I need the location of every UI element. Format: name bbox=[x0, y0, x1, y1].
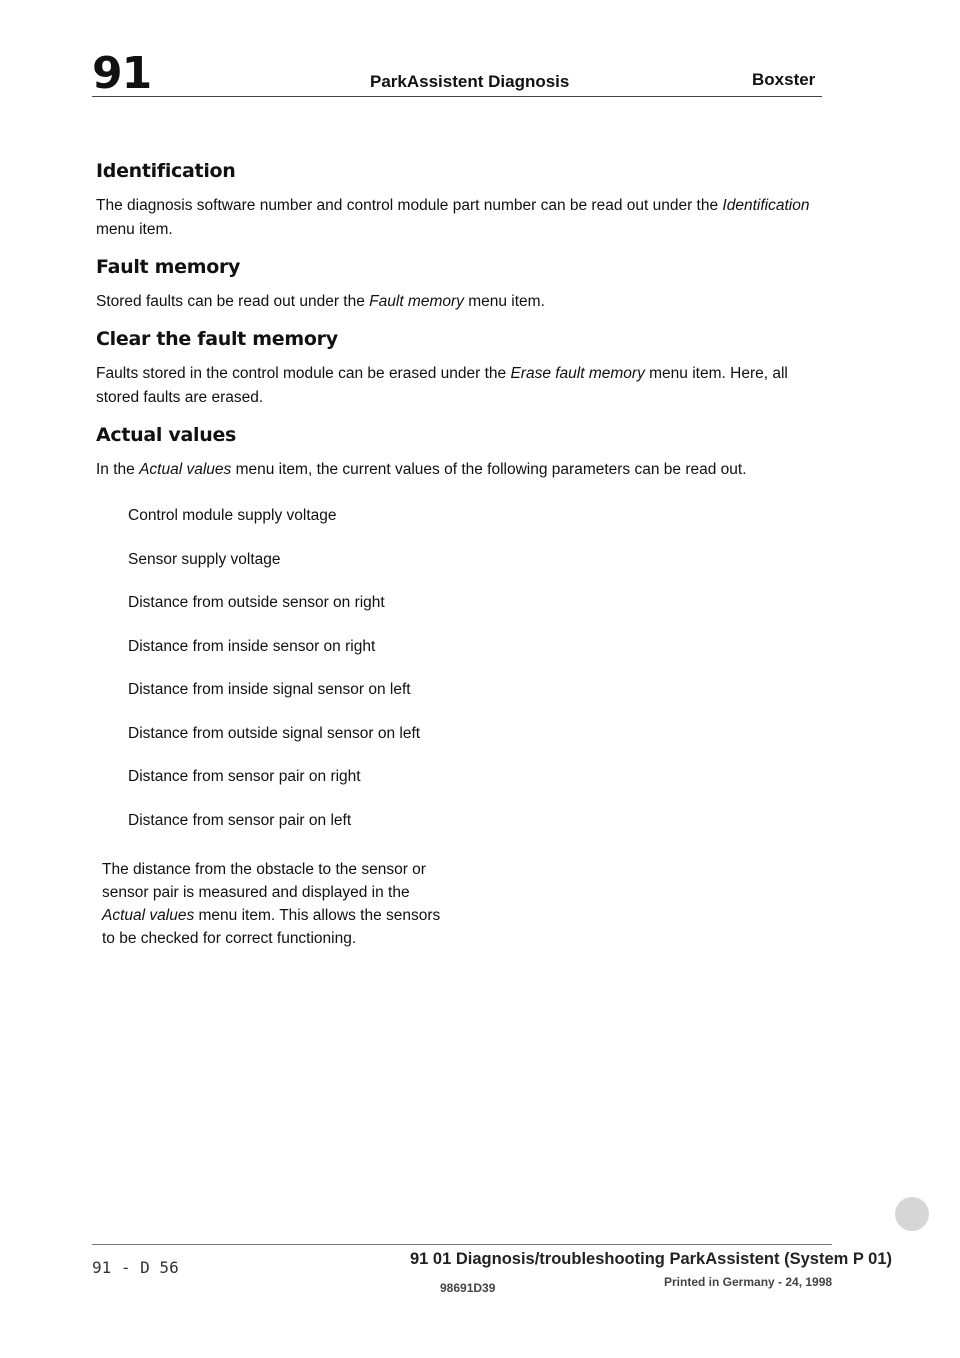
menu-item-ref: Actual values bbox=[102, 907, 195, 924]
list-item: Distance from inside signal sensor on left bbox=[128, 681, 411, 698]
footer-chapter-title: 91 01 Diagnosis/troubleshooting ParkAssistent (System P 01) bbox=[410, 1250, 893, 1268]
list-item: Control module supply voltage bbox=[128, 507, 337, 524]
menu-item-ref: Fault memory bbox=[369, 293, 464, 310]
list-item: Sensor supply voltage bbox=[128, 550, 281, 568]
document-code: 98691D39 bbox=[440, 1281, 496, 1295]
parameter-list bbox=[128, 504, 826, 852]
decorative-dot bbox=[895, 1197, 929, 1231]
heading-identification: Identification bbox=[96, 160, 236, 182]
menu-item-ref: Erase fault memory bbox=[510, 365, 645, 382]
footer-rule bbox=[92, 1244, 832, 1245]
heading-clear-fault-memory: Clear the fault memory bbox=[96, 328, 338, 350]
header-title: ParkAssistent Diagnosis bbox=[370, 72, 570, 91]
heading-actual-values: Actual values bbox=[96, 424, 237, 446]
list-item: Distance from inside sensor on right bbox=[128, 637, 376, 655]
paragraph-actual-values: In the Actual values menu item, the current values of the following parameters can be read out. bbox=[96, 461, 747, 478]
page-content bbox=[96, 160, 826, 950]
header-rule bbox=[92, 96, 822, 97]
header-model: Boxster bbox=[752, 70, 816, 89]
print-info: Printed in Germany - 24, 1998 bbox=[664, 1275, 833, 1289]
list-item: Distance from outside signal sensor on left bbox=[128, 724, 421, 742]
list-item: Distance from outside sensor on right bbox=[128, 594, 385, 611]
list-item: Distance from sensor pair on right bbox=[128, 768, 361, 785]
paragraph-closing: The distance from the obstacle to the sensor or sensor pair is measured and displayed in the Actual values menu item. This allows the sensors to be checked for correct functioning. bbox=[102, 861, 441, 947]
menu-item-ref: Actual values bbox=[139, 461, 232, 478]
chapter-number: 91 bbox=[92, 48, 152, 99]
paragraph-clear-fault-memory: Faults stored in the control module can be erased under the Erase fault memory menu item. Here, all stored faults are erased. bbox=[96, 365, 788, 406]
heading-fault-memory: Fault memory bbox=[96, 256, 241, 278]
page-number: 91 - D 56 bbox=[92, 1258, 179, 1277]
list-item: Distance from sensor pair on left bbox=[128, 811, 352, 829]
paragraph-fault-memory: Stored faults can be read out under the Fault memory menu item. bbox=[96, 293, 545, 310]
paragraph-identification: The diagnosis software number and control module part number can be read out under the Identification menu item. bbox=[96, 197, 810, 238]
menu-item-ref: Identification bbox=[722, 197, 810, 214]
